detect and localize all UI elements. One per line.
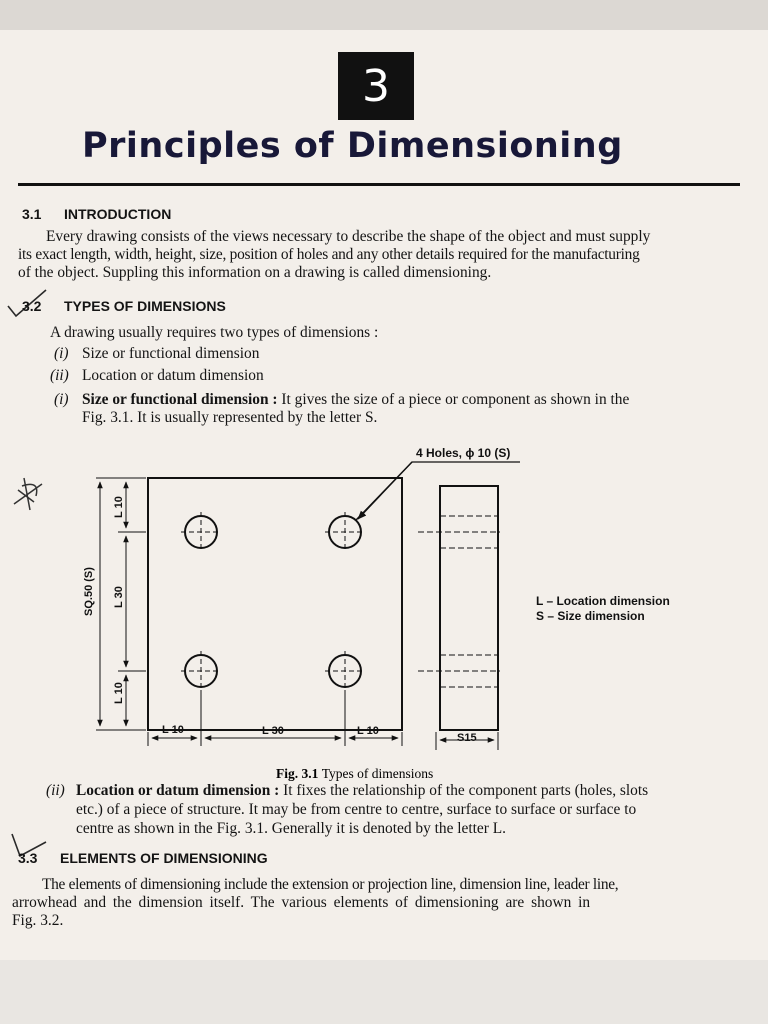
page-bottom-edge	[0, 960, 768, 1024]
title-rule	[18, 183, 740, 186]
definition-line: Fig. 3.1. It is usually represented by the letter S.	[82, 409, 378, 426]
section-3-3-body	[12, 876, 752, 930]
size-dimension-definition	[54, 391, 629, 409]
list-marker: (ii)	[50, 367, 69, 384]
term: Size or functional dimension :	[82, 391, 278, 408]
list-marker: (i)	[54, 391, 69, 408]
location-dimension-definition	[46, 782, 648, 800]
front-view-plate	[148, 478, 402, 730]
legend-size: S – Size dimension	[536, 609, 645, 623]
section-title: TYPES OF DIMENSIONS	[64, 298, 226, 314]
paragraph-line: Every drawing consists of the views necessary to describe the shape of the object and must supply	[46, 228, 651, 245]
section-number: 3.1	[22, 206, 42, 222]
dim-bottom-mid: L 30	[262, 725, 284, 737]
dim-left-top: L 10	[113, 496, 125, 518]
paragraph-line: of the object. Suppling this information on a drawing is called dimensioning.	[18, 264, 492, 281]
section-3-1-body	[18, 228, 746, 282]
term: Location or datum dimension :	[76, 782, 280, 799]
figure-3-1	[0, 440, 768, 762]
hole-top-left	[181, 512, 221, 552]
leader-note: 4 Holes, ϕ 10 (S)	[416, 446, 511, 460]
chapter-number: 3	[338, 52, 414, 120]
section-3-1-heading	[22, 206, 171, 222]
caption-text: Types of dimensions	[321, 766, 434, 781]
paragraph-line: arrowhead and the dimension itself. The various elements of dimensioning are shown in	[12, 894, 591, 911]
dim-bottom-left: L 10	[162, 724, 184, 736]
leader-line	[356, 462, 520, 520]
types-intro: A drawing usually requires two types of dimensions :	[50, 324, 379, 341]
dim-left-bottom: L 10	[113, 682, 125, 704]
hole-bottom-right	[325, 651, 365, 691]
dim-sq50: SQ.50 (S)	[83, 567, 95, 616]
definition-line: centre as shown in the Fig. 3.1. Generally it is denoted by the letter L.	[76, 820, 506, 837]
figure-caption	[276, 766, 433, 782]
list-marker: (ii)	[46, 782, 65, 799]
caption-number: Fig. 3.1	[276, 766, 319, 781]
definition-text: It fixes the relationship of the component parts (holes, slots	[283, 782, 649, 799]
dim-thickness: S15	[457, 732, 477, 744]
section-title: INTRODUCTION	[64, 206, 172, 222]
list-item	[50, 367, 264, 385]
section-3-2-heading	[22, 298, 226, 314]
dim-left-mid: L 30	[113, 586, 125, 608]
paragraph-line: The elements of dimensioning include the extension or projection line, dimension line, leader line,	[42, 876, 619, 893]
list-item	[54, 345, 259, 363]
definition-text: It gives the size of a piece or component as shown in the	[281, 391, 630, 408]
paragraph-line: Fig. 3.2.	[12, 912, 64, 929]
hole-bottom-left	[181, 651, 221, 691]
section-number: 3.3	[18, 850, 38, 866]
page-top-edge	[0, 0, 768, 30]
list-text: Location or datum dimension	[82, 367, 264, 384]
dim-bottom-right: L 10	[357, 725, 379, 737]
list-marker: (i)	[54, 345, 69, 362]
paragraph-line: its exact length, width, height, size, position of holes and any other details required for the manufacturing	[18, 246, 640, 263]
section-number: 3.2	[22, 298, 42, 314]
pen-scribble	[14, 478, 42, 510]
list-text: Size or functional dimension	[82, 345, 260, 362]
definition-line: etc.) of a piece of structure. It may be from centre to centre, surface to surface or surface to	[76, 801, 637, 818]
legend-location: L – Location dimension	[536, 594, 670, 608]
chapter-title: Principles of Dimensioning	[82, 126, 623, 166]
section-title: ELEMENTS OF DIMENSIONING	[60, 850, 268, 866]
section-3-3-heading	[18, 850, 268, 866]
side-view-plate	[440, 486, 498, 730]
